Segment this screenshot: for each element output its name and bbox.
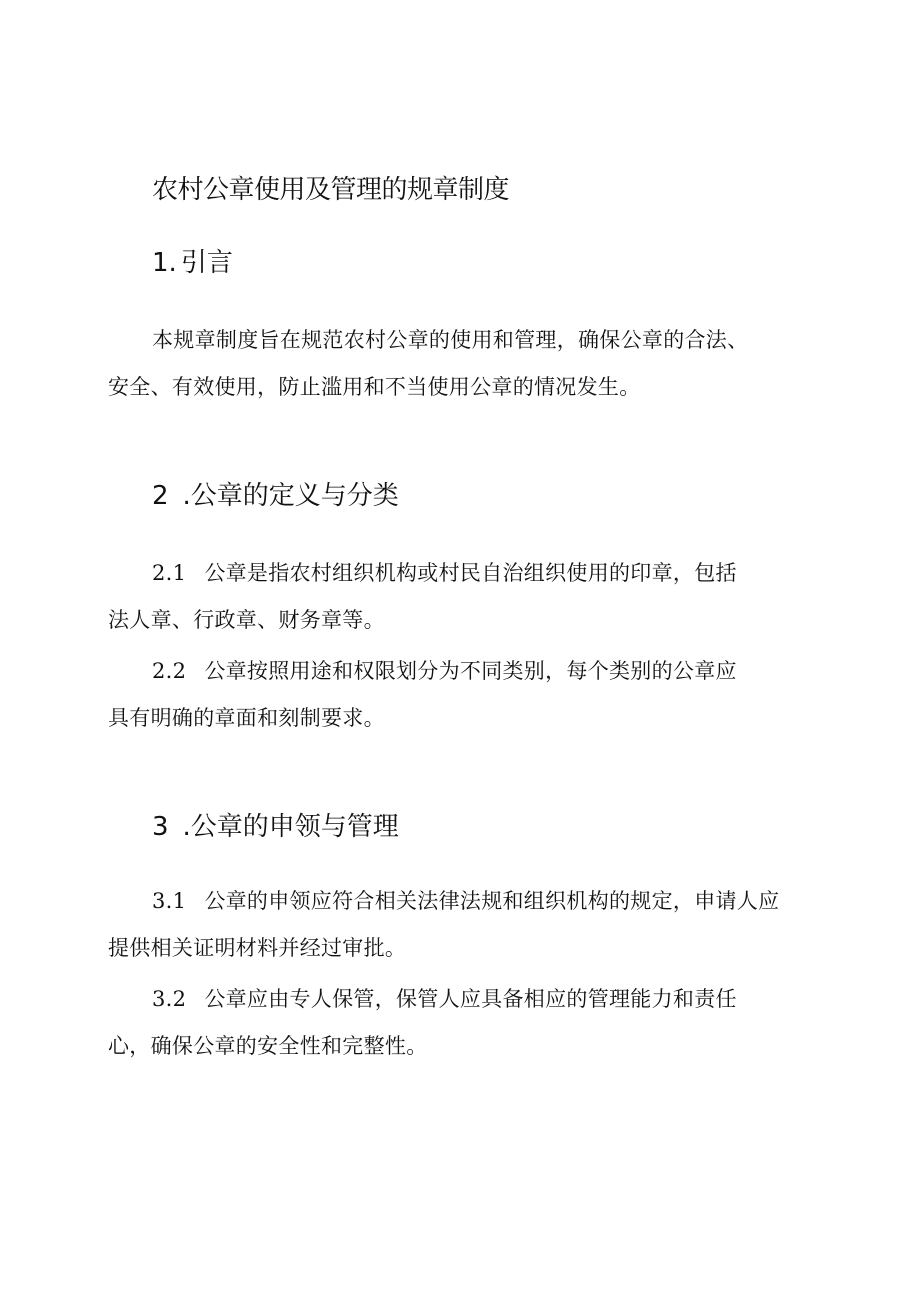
section-title: .公章的定义与分类 bbox=[182, 481, 399, 511]
section-heading-definition bbox=[152, 476, 399, 516]
clause-text: 公章应由专人保管，保管人应具备相应的管理能力和责任 bbox=[204, 987, 737, 1011]
section-number: 1. bbox=[152, 248, 177, 278]
clause-number: 3.1 bbox=[152, 889, 187, 913]
paragraph-2-2 bbox=[108, 648, 828, 742]
paragraph-3-2 bbox=[108, 976, 828, 1070]
paragraph-line: 心，确保公章的安全性和完整性。 bbox=[108, 1034, 428, 1058]
paragraph-line: 法人章、行政章、财务章等。 bbox=[108, 608, 385, 632]
clause-text: 公章的申领应符合相关法律法规和组织机构的规定，申请人应 bbox=[204, 889, 780, 913]
section-title: .公章的申领与管理 bbox=[182, 812, 399, 842]
paragraph-line bbox=[108, 648, 828, 695]
clause-number: 2.2 bbox=[152, 659, 187, 683]
paragraph-line: 具有明确的章面和刻制要求。 bbox=[108, 706, 385, 730]
paragraph-line bbox=[108, 878, 828, 925]
paragraph-3-1 bbox=[108, 878, 828, 972]
clause-number: 3.2 bbox=[152, 987, 187, 1011]
document-title: 农村公章使用及管理的规章制度 bbox=[152, 175, 510, 205]
paragraph-2-1 bbox=[108, 550, 828, 644]
section-heading-intro bbox=[152, 243, 233, 283]
section-number: 2 bbox=[152, 481, 169, 511]
paragraph-line bbox=[108, 976, 828, 1023]
paragraph-line bbox=[108, 550, 828, 597]
clause-text: 公章是指农村组织机构或村民自治组织使用的印章，包括 bbox=[204, 561, 737, 585]
paragraph-intro bbox=[108, 317, 828, 411]
paragraph-line: 安全、有效使用，防止滥用和不当使用公章的情况发生。 bbox=[108, 375, 641, 399]
paragraph-line: 提供相关证明材料并经过审批。 bbox=[108, 936, 407, 960]
paragraph-line: 本规章制度旨在规范农村公章的使用和管理，确保公章的合法、 bbox=[152, 328, 749, 352]
section-heading-application bbox=[152, 807, 399, 847]
clause-text: 公章按照用途和权限划分为不同类别，每个类别的公章应 bbox=[204, 659, 737, 683]
section-title: 引言 bbox=[180, 248, 233, 278]
clause-number: 2.1 bbox=[152, 561, 187, 585]
section-number: 3 bbox=[152, 812, 169, 842]
